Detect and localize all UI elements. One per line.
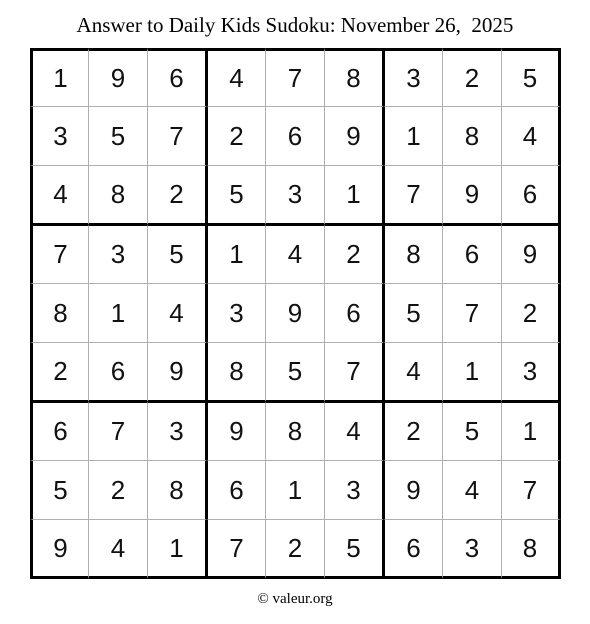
sudoku-cell-r1-c8: 2 bbox=[443, 48, 502, 107]
sudoku-cell-r2-c5: 6 bbox=[266, 107, 325, 166]
sudoku-cell-r1-c6: 8 bbox=[325, 48, 384, 107]
sudoku-cell-r6-c2: 6 bbox=[89, 343, 148, 402]
sudoku-cell-r1-c9: 5 bbox=[502, 48, 561, 107]
sudoku-cell-r5-c6: 6 bbox=[325, 284, 384, 343]
sudoku-cell-r5-c8: 7 bbox=[443, 284, 502, 343]
sudoku-cell-r9-c2: 4 bbox=[89, 520, 148, 579]
sudoku-cell-r7-c4: 9 bbox=[207, 402, 266, 461]
sudoku-cell-r5-c7: 5 bbox=[384, 284, 443, 343]
sudoku-cell-r3-c2: 8 bbox=[89, 166, 148, 225]
sudoku-cell-r7-c9: 1 bbox=[502, 402, 561, 461]
sudoku-cell-r8-c7: 9 bbox=[384, 461, 443, 520]
sudoku-cell-r3-c8: 9 bbox=[443, 166, 502, 225]
sudoku-cell-r2-c6: 9 bbox=[325, 107, 384, 166]
sudoku-cell-r6-c9: 3 bbox=[502, 343, 561, 402]
sudoku-cell-r2-c8: 8 bbox=[443, 107, 502, 166]
sudoku-cell-r9-c9: 8 bbox=[502, 520, 561, 579]
sudoku-cell-r5-c9: 2 bbox=[502, 284, 561, 343]
sudoku-cell-r6-c1: 2 bbox=[30, 343, 89, 402]
sudoku-cell-r3-c6: 1 bbox=[325, 166, 384, 225]
sudoku-cell-r7-c8: 5 bbox=[443, 402, 502, 461]
sudoku-cell-r8-c1: 5 bbox=[30, 461, 89, 520]
sudoku-cell-r6-c7: 4 bbox=[384, 343, 443, 402]
sudoku-cell-r6-c3: 9 bbox=[148, 343, 207, 402]
sudoku-cell-r1-c7: 3 bbox=[384, 48, 443, 107]
sudoku-cell-r6-c6: 7 bbox=[325, 343, 384, 402]
sudoku-cell-r1-c2: 9 bbox=[89, 48, 148, 107]
sudoku-cell-r3-c5: 3 bbox=[266, 166, 325, 225]
sudoku-cell-r3-c1: 4 bbox=[30, 166, 89, 225]
sudoku-cell-r5-c2: 1 bbox=[89, 284, 148, 343]
sudoku-cell-r1-c1: 1 bbox=[30, 48, 89, 107]
sudoku-cell-r8-c5: 1 bbox=[266, 461, 325, 520]
sudoku-cell-r6-c4: 8 bbox=[207, 343, 266, 402]
sudoku-cell-r9-c6: 5 bbox=[325, 520, 384, 579]
copyright-footer: © valeur.org bbox=[257, 591, 333, 607]
sudoku-cell-r9-c8: 3 bbox=[443, 520, 502, 579]
sudoku-cell-r1-c4: 4 bbox=[207, 48, 266, 107]
sudoku-cell-r8-c3: 8 bbox=[148, 461, 207, 520]
sudoku-cell-r1-c5: 7 bbox=[266, 48, 325, 107]
sudoku-grid bbox=[30, 48, 561, 579]
sudoku-cell-r5-c5: 9 bbox=[266, 284, 325, 343]
sudoku-cell-r7-c2: 7 bbox=[89, 402, 148, 461]
sudoku-cell-r6-c8: 1 bbox=[443, 343, 502, 402]
sudoku-cell-r9-c4: 7 bbox=[207, 520, 266, 579]
sudoku-cell-r3-c4: 5 bbox=[207, 166, 266, 225]
sudoku-cell-r9-c5: 2 bbox=[266, 520, 325, 579]
sudoku-cell-r4-c1: 7 bbox=[30, 225, 89, 284]
sudoku-board bbox=[30, 48, 561, 579]
sudoku-cell-r9-c1: 9 bbox=[30, 520, 89, 579]
sudoku-cell-r5-c3: 4 bbox=[148, 284, 207, 343]
sudoku-cell-r9-c3: 1 bbox=[148, 520, 207, 579]
sudoku-cell-r4-c7: 8 bbox=[384, 225, 443, 284]
sudoku-cell-r2-c3: 7 bbox=[148, 107, 207, 166]
sudoku-cell-r2-c7: 1 bbox=[384, 107, 443, 166]
sudoku-cell-r5-c1: 8 bbox=[30, 284, 89, 343]
sudoku-cell-r3-c7: 7 bbox=[384, 166, 443, 225]
sudoku-cell-r8-c4: 6 bbox=[207, 461, 266, 520]
sudoku-cell-r7-c5: 8 bbox=[266, 402, 325, 461]
sudoku-cell-r4-c4: 1 bbox=[207, 225, 266, 284]
sudoku-cell-r3-c9: 6 bbox=[502, 166, 561, 225]
sudoku-cell-r8-c9: 7 bbox=[502, 461, 561, 520]
sudoku-cell-r6-c5: 5 bbox=[266, 343, 325, 402]
sudoku-cell-r4-c9: 9 bbox=[502, 225, 561, 284]
sudoku-cell-r7-c1: 6 bbox=[30, 402, 89, 461]
sudoku-cell-r2-c4: 2 bbox=[207, 107, 266, 166]
sudoku-cell-r4-c2: 3 bbox=[89, 225, 148, 284]
sudoku-cell-r8-c6: 3 bbox=[325, 461, 384, 520]
sudoku-cell-r7-c7: 2 bbox=[384, 402, 443, 461]
sudoku-cell-r2-c9: 4 bbox=[502, 107, 561, 166]
sudoku-cell-r7-c3: 3 bbox=[148, 402, 207, 461]
sudoku-cell-r7-c6: 4 bbox=[325, 402, 384, 461]
sudoku-cell-r4-c8: 6 bbox=[443, 225, 502, 284]
sudoku-cell-r4-c6: 2 bbox=[325, 225, 384, 284]
sudoku-cell-r3-c3: 2 bbox=[148, 166, 207, 225]
sudoku-cell-r4-c5: 4 bbox=[266, 225, 325, 284]
sudoku-cell-r4-c3: 5 bbox=[148, 225, 207, 284]
sudoku-cell-r9-c7: 6 bbox=[384, 520, 443, 579]
page-title: Answer to Daily Kids Sudoku: November 26, 2025 bbox=[76, 13, 514, 37]
sudoku-cell-r8-c2: 2 bbox=[89, 461, 148, 520]
sudoku-cell-r8-c8: 4 bbox=[443, 461, 502, 520]
sudoku-cell-r5-c4: 3 bbox=[207, 284, 266, 343]
sudoku-cell-r1-c3: 6 bbox=[148, 48, 207, 107]
sudoku-cell-r2-c2: 5 bbox=[89, 107, 148, 166]
sudoku-cell-r2-c1: 3 bbox=[30, 107, 89, 166]
